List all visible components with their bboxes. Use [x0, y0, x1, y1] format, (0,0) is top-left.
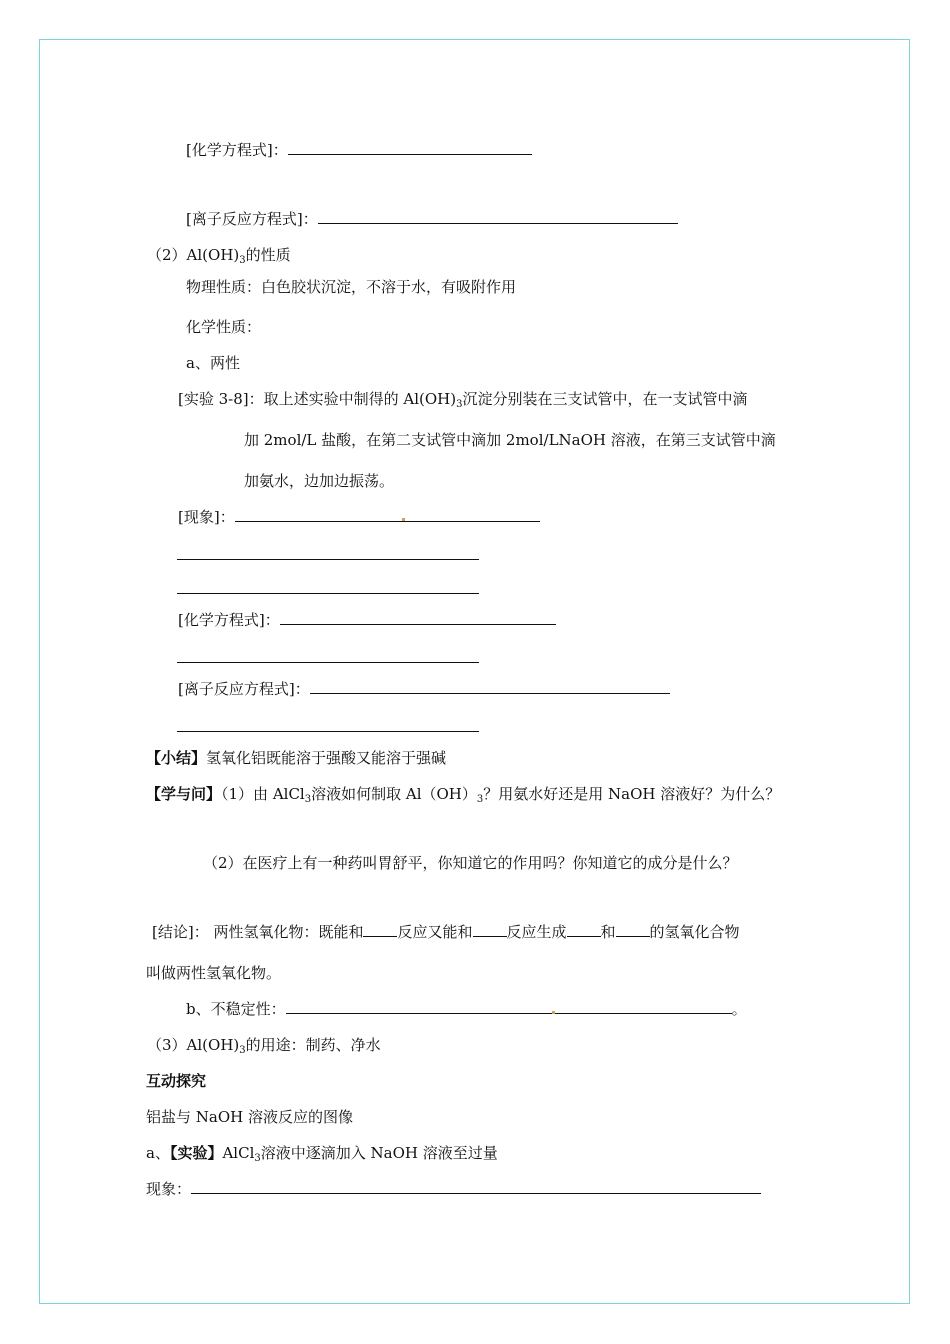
ionic-equation-line-2: [178, 679, 670, 699]
experiment-3-8-line-3: 加氨水，边加边振荡。: [244, 472, 395, 490]
answer-blank[interactable]: [191, 1179, 761, 1194]
graph-topic: 铝盐与 NaOH 溶液反应的图像: [146, 1108, 353, 1126]
answer-blank[interactable]: [318, 209, 678, 224]
answer-blank[interactable]: [473, 922, 507, 937]
answer-blank[interactable]: [310, 679, 670, 694]
amphoteric-label: a、两性: [186, 354, 240, 372]
answer-blank[interactable]: [235, 507, 540, 522]
answer-blank[interactable]: [286, 999, 732, 1014]
label-ionic-equation: [离子反应方程式]：: [178, 680, 310, 698]
chemical-properties-label: 化学性质：: [186, 318, 262, 336]
label-phenomenon: [现象]：: [178, 508, 235, 526]
interactive-exploration-heading: 互动探究: [146, 1072, 207, 1090]
conclusion-line-2: 叫做两性氢氧化物。: [146, 964, 282, 982]
answer-blank[interactable]: [288, 140, 532, 155]
label-ionic-equation: [离子反应方程式]：: [186, 210, 318, 228]
conclusion-line: [结论]： 两性氢氧化物：既能和 反应又能和 反应生成 和 的氢氧化合物: [152, 923, 740, 941]
learn-and-ask-q2: （2）在医疗上有一种药叫胃舒平，你知道它的作用吗？你知道它的成分是什么？: [203, 854, 738, 872]
answer-blank[interactable]: [363, 922, 397, 937]
answer-line[interactable]: [177, 559, 479, 560]
answer-blank[interactable]: [280, 610, 556, 625]
phenomenon-line: [178, 507, 540, 527]
answer-blank[interactable]: [567, 922, 601, 937]
label-phenomenon: 现象：: [146, 1180, 192, 1198]
learn-and-ask-q1: 【学与问】（1）由 AlCl$_3$溶液如何制取 $Al(OH)_3$？用氨水好还是用 NaOH 溶液好？为什么？: [146, 785, 781, 805]
experiment-3-8-line-1: [实验 3-8]：取上述实验中制得的 $Al(OH)_3$沉淀分别装在三支试管中，在一支试管中滴: [178, 390, 748, 410]
answer-line[interactable]: [177, 662, 479, 663]
summary: 【小结】氢氧化铝既能溶于强酸又能溶于强碱: [146, 749, 447, 767]
instability-line: b、不稳定性： 。: [186, 1000, 747, 1018]
chem-equation-line-1: [186, 140, 532, 160]
experiment-3-8-line-2: 加 2mol/L 盐酸，在第二支试管中滴加 2mol/LNaOH 溶液，在第三支试管中滴: [244, 431, 776, 449]
stray-mark: [552, 1011, 555, 1014]
physical-properties: 物理性质：白色胶状沉淀，不溶于水，有吸附作用: [186, 278, 517, 296]
label-chem-equation: [化学方程式]：: [178, 611, 280, 629]
phenomenon-final-line: [146, 1179, 761, 1199]
ionic-equation-line-1: [186, 209, 678, 229]
answer-line[interactable]: [177, 731, 479, 732]
section-heading-properties: $(2)Al(OH)_3$的性质: [147, 246, 291, 266]
answer-blank[interactable]: [616, 922, 650, 937]
label-chem-equation: [化学方程式]：: [186, 141, 288, 159]
experiment-a-line: a、【实验】AlCl$_3$溶液中逐滴加入 NaOH 溶液至过量: [146, 1144, 498, 1164]
chem-equation-line-2: [178, 610, 556, 630]
uses-line: $(3)Al(OH)_3$的用途：制药、净水: [147, 1036, 381, 1056]
stray-mark: [402, 518, 405, 521]
answer-line[interactable]: [177, 593, 479, 594]
